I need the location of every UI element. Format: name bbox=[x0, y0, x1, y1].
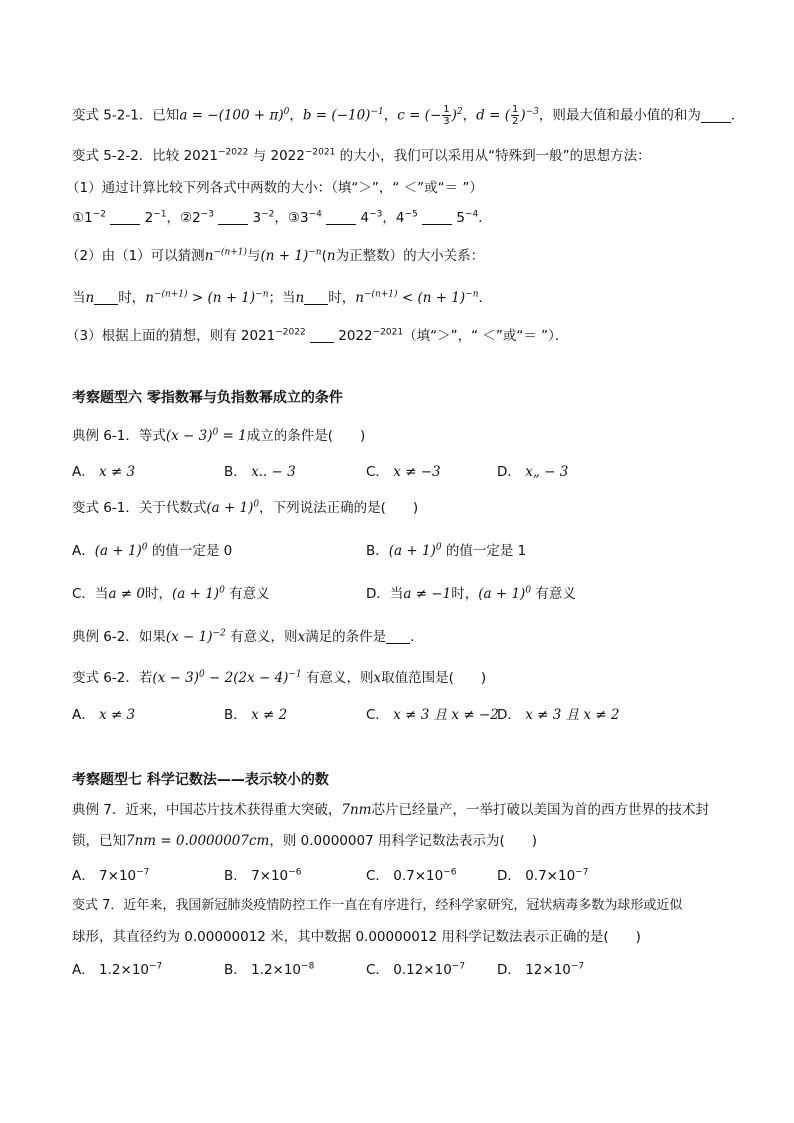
answer-blank[interactable] bbox=[422, 210, 452, 225]
answer-blank[interactable] bbox=[326, 210, 356, 225]
answer-blank[interactable] bbox=[386, 629, 410, 644]
option-d[interactable]: D．当a ≠ −1时，$(a + 1)^0$ 有意义 bbox=[366, 585, 576, 602]
question-5-2-2-part2: （2）由（1）可以猜测$n^{-(n+1)}$与$(n + 1)^{-n}(n$为正整数）的大小关系： bbox=[66, 247, 485, 264]
question-5-2-2-part2-answers: 当n 时，$n^{-(n+1)} > (n + 1)^{-n}$；当n 时，$n^{-(n+1)} < (n + 1)^{-n}$． bbox=[72, 289, 492, 306]
question-5-2-1: 变式 5-2-1．已知$a = -(100 + \pi)^0$，$b = (-10)^{-1}$，c = (− $\frac{1}{3}$ )$^2$，d = ( $\frac{1}{2}$ )$^{-3}$，则最大值和最小值的和为 ． bbox=[72, 104, 745, 127]
question-5-2-2-intro: 变式 5-2-2．比较 $2021^{-2022}$ 与 $2022^{-2021}$ 的大小，我们可以采用从“特殊到一般”的思想方法： bbox=[72, 147, 651, 164]
variant-6-2: 变式 6-2．若$(x - 3)^0 - 2(2x - 4)^{-1}$ 有意义，则x取值范围是( ) bbox=[72, 669, 487, 686]
question-5-2-2-row1: $①1^{-2}$ $2^{-1}$，$②2^{-3}$ $3^{-2}$，$③3^{-4}$ $4^{-3}$，$4^{-5}$ $5^{-4}$． bbox=[72, 209, 492, 226]
variant-7-line2: 球形，其直径约为 0.00000012 米，其中数据 0.00000012 用科学记数法表示正确的是( ) bbox=[72, 929, 641, 945]
section-7-heading: 考察题型七 科学记数法——表示较小的数 bbox=[72, 772, 329, 788]
option-b[interactable]: B． x.. − 3 bbox=[224, 464, 296, 480]
answer-blank[interactable] bbox=[94, 290, 118, 305]
question-5-2-2-part3: （3）根据上面的猜想，则有 $2021^{-2022}$ $2022^{-2021}$（填“＞”，“ ＜”或“＝ ”）． bbox=[66, 327, 569, 344]
option-c[interactable]: C． $0.12\times 10^{-7}$ bbox=[366, 961, 466, 978]
option-c[interactable]: C． x ≠ −3 bbox=[366, 464, 441, 480]
option-a[interactable]: A．$(a + 1)^0$ 的值一定是 0 bbox=[72, 542, 233, 559]
example-7-line2: 锁，已知7nm = 0.0000007cm，则 0.0000007 用科学记数法表示为( ) bbox=[72, 833, 537, 849]
example-6-2: 典例 6-2．如果$(x - 1)^{-2}$ 有意义，则x满足的条件是 ． bbox=[72, 628, 424, 645]
answer-blank[interactable] bbox=[701, 108, 731, 123]
example-6-1: 典例 6-1．等式$(x - 3)^0 = 1$成立的条件是( ) bbox=[72, 427, 366, 444]
example-7-line1: 典例 7．近来，中国芯片技术获得重大突破，7nm芯片已经量产，一举打破以美国为首的西方世界的技术封 bbox=[72, 802, 709, 818]
option-a[interactable]: A． $7\times 10^{-7}$ bbox=[72, 867, 150, 884]
variant-6-1: 变式 6-1．关于代数式$(a + 1)^0$，下列说法正确的是( ) bbox=[72, 499, 419, 516]
question-5-2-2-part1: （1）通过计算比较下列各式中两数的大小：（填“＞”，“ ＜”或“＝ ”） bbox=[66, 180, 483, 196]
option-d[interactable]: D． x ≠ 3 且 x ≠ 2 bbox=[497, 707, 620, 723]
variant-7-line1: 变式 7．近年来，我国新冠肺炎疫情防控工作一直在有序进行，经科学家研究，冠状病毒多数为球形或近似 bbox=[72, 898, 683, 913]
option-a[interactable]: A． x ≠ 3 bbox=[72, 464, 136, 480]
fraction-one-half: $\frac{1}{2}$ bbox=[511, 104, 519, 127]
option-d[interactable]: D． $12\times 10^{-7}$ bbox=[497, 961, 585, 978]
answer-blank[interactable] bbox=[310, 328, 334, 343]
option-b[interactable]: B．$(a + 1)^0$ 的值一定是 1 bbox=[366, 542, 527, 559]
section-6-heading: 考察题型六 零指数幂与负指数幂成立的条件 bbox=[72, 390, 343, 406]
option-d[interactable]: D． $0.7\times 10^{-7}$ bbox=[497, 867, 589, 884]
answer-blank[interactable] bbox=[304, 290, 328, 305]
option-c[interactable]: C． $0.7\times 10^{-6}$ bbox=[366, 867, 457, 884]
option-a[interactable]: A． $1.2\times 10^{-7}$ bbox=[72, 961, 163, 978]
option-d[interactable]: D． x„ − 3 bbox=[497, 464, 569, 480]
option-a[interactable]: A． x ≠ 3 bbox=[72, 707, 136, 723]
option-b[interactable]: B． $1.2\times 10^{-8}$ bbox=[224, 961, 315, 978]
option-b[interactable]: B． $7\times 10^{-6}$ bbox=[224, 867, 302, 884]
option-c[interactable]: C．当a ≠ 0时，$(a + 1)^0$ 有意义 bbox=[72, 585, 270, 602]
option-b[interactable]: B． x ≠ 2 bbox=[224, 707, 288, 723]
answer-blank[interactable] bbox=[218, 210, 248, 225]
option-c[interactable]: C． x ≠ 3 且 x ≠ −2 bbox=[366, 707, 499, 723]
fraction-one-third: $\frac{1}{3}$ bbox=[443, 104, 450, 127]
answer-blank[interactable] bbox=[110, 210, 140, 225]
